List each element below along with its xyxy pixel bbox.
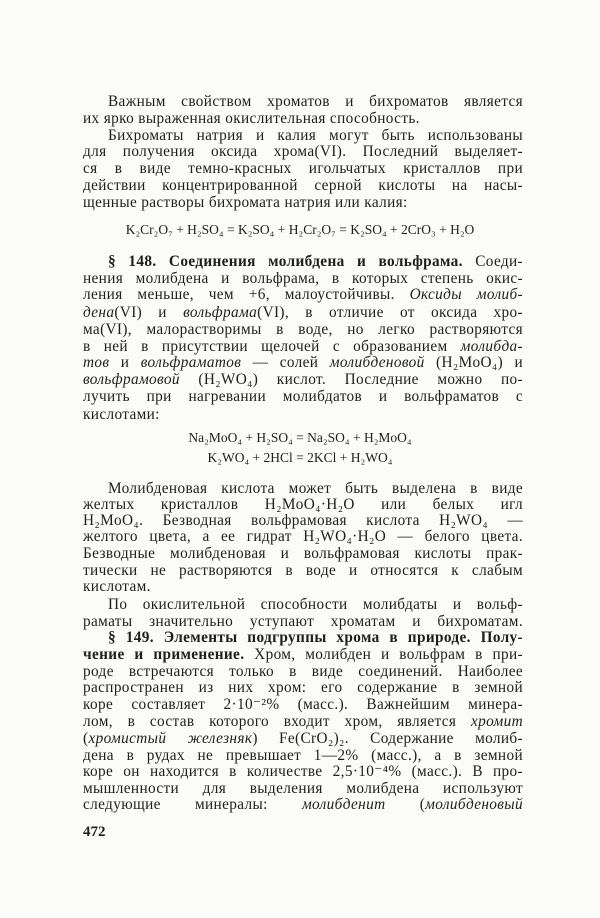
italic-term: вольфрамовой	[83, 371, 180, 388]
italic-term: хромит	[470, 713, 523, 730]
italic-term: молибденит	[301, 796, 386, 813]
text-segment: щенные растворы бихромата натрия или калия:	[83, 194, 408, 211]
text-line	[108, 596, 523, 614]
text-line	[108, 253, 523, 271]
text-segment: роде встречаются только в виде соединений. Наиболее	[83, 663, 523, 680]
text-segment: ся в виде темно-красных игольчатых кристаллов при	[83, 160, 523, 177]
text-line	[83, 545, 523, 563]
section-heading: § 149. Элементы подгруппы хрома в природе. Полу-	[108, 629, 523, 646]
text-segment: для получения оксида хрома(VI). Последний выделяет-	[83, 143, 523, 160]
text-line	[83, 354, 523, 372]
page-number: 472	[83, 824, 106, 840]
text-segment: Безводные молибденовая и вольфрамовая кислоты прак-	[83, 545, 523, 562]
text-line	[83, 696, 523, 714]
text-line	[83, 528, 523, 546]
italic-term: вольфраматов	[140, 354, 242, 371]
italic-term: Оксиды молиб-	[409, 286, 523, 303]
section-heading: чение и применение.	[83, 646, 245, 663]
chemical-equation	[60, 449, 540, 467]
text-line	[83, 730, 523, 748]
text-segment: в ней в присутствии щелочей с образованием	[83, 338, 461, 355]
text-segment: (	[385, 796, 426, 813]
text-line	[83, 713, 523, 731]
text-segment: лучить при нагревании молибдатов и вольфраматов с	[83, 388, 523, 405]
text-line	[83, 371, 523, 389]
text-segment: (	[83, 730, 89, 747]
text-segment: ма(VI), малорастворимы в воде, но легко растворяются	[83, 321, 523, 338]
text-segment: (VI) и	[114, 304, 184, 321]
text-line	[83, 177, 523, 195]
text-line	[83, 646, 523, 664]
text-line	[108, 629, 523, 647]
text-line	[83, 160, 523, 178]
text-segment: K₂Cr₂O₇ + H₂SO₄ = K₂SO₄ + H₂Cr₂O₇ = K₂SO₄ + 2CrO₃ + H₂O	[125, 222, 475, 237]
text-line	[83, 406, 523, 424]
text-segment: Соеди-	[462, 253, 523, 270]
text-segment: (H₂MoO₄) и	[424, 354, 524, 371]
text-line	[83, 578, 523, 596]
text-line	[83, 796, 523, 814]
text-segment: мышленности для выделения молибдена используют	[83, 780, 523, 797]
italic-term: дена	[83, 304, 115, 321]
text-line	[83, 321, 523, 339]
section-heading: § 148. Соединения молибдена и вольфрама.	[108, 253, 463, 270]
text-segment: — солей	[241, 354, 330, 371]
italic-term: молибда-	[460, 338, 523, 355]
italic-term: молибденовой	[329, 354, 425, 371]
text-segment: лом, в состав которого входит хром, является	[83, 713, 471, 730]
text-line	[83, 679, 523, 697]
text-segment: (H₂WO₄) кислот. Последние можно по-	[179, 371, 523, 388]
italic-term: хромистый железняк	[88, 730, 253, 747]
text-segment: желтых кристаллов H₂MoO₄·H₂O или белых игл	[83, 496, 523, 513]
text-segment: H₂MoO₄. Безводная вольфрамовая кислота H₂WO₄ —	[83, 512, 523, 529]
italic-term: вольфрама	[183, 304, 258, 321]
text-segment: Бихроматы натрия и калия могут быть использованы	[108, 127, 523, 144]
text-segment: коре он находится в количестве 2,5·10⁻⁴% (масс.). В про-	[83, 763, 523, 780]
text-segment: Молибденовая кислота может быть выделена в виде	[108, 480, 523, 497]
text-segment: кислотам.	[83, 578, 151, 595]
text-segment: По окислительной способности молибдаты и вольф-	[108, 596, 523, 613]
text-segment: Хром, молибден и вольфрам в при-	[244, 646, 523, 663]
text-segment: следующие минералы:	[83, 796, 302, 813]
text-segment: действии концентрированной серной кислоты на насы-	[83, 177, 523, 194]
text-segment: их ярко выраженная окислительная способность.	[83, 110, 420, 127]
text-segment: нения молибдена и вольфрама, в которых степень окис-	[83, 270, 523, 287]
text-line	[83, 194, 523, 212]
text-segment: K₂WO₄ + 2HCl = 2KCl + H₂WO₄	[207, 450, 393, 465]
text-line	[83, 304, 523, 322]
text-line	[108, 93, 523, 111]
text-line	[83, 763, 523, 781]
text-segment: раматы значительно уступают хроматам и бихроматам.	[83, 613, 523, 630]
chemical-equation	[60, 429, 540, 447]
text-segment: распространен из них хром: его содержание в земной	[83, 679, 523, 696]
text-segment: Na₂MoO₄ + H₂SO₄ = Na₂SO₄ + H₂MoO₄	[188, 430, 412, 445]
italic-term: тов	[83, 354, 110, 371]
text-segment: тически не растворяются в воде и относятся к слабым	[83, 562, 523, 579]
text-segment: и	[109, 354, 141, 371]
text-line	[83, 286, 523, 304]
text-line	[83, 110, 523, 128]
text-line	[83, 388, 523, 406]
text-segment: дена в рудах не превышает 1—2% (масс.), а в земной	[83, 747, 523, 764]
text-segment: желтого цвета, а ее гидрат H₂WO₄·H₂O — белого цвета.	[83, 528, 523, 545]
text-segment: кислотами:	[83, 406, 160, 423]
text-segment: ) Fe(CrO₂)₂. Содержание молиб-	[252, 730, 523, 747]
chemical-equation	[60, 221, 540, 239]
text-line	[83, 143, 523, 161]
text-segment: Важным свойством хроматов и бихроматов является	[108, 93, 523, 110]
text-segment: (VI), в отличие от оксида хро-	[257, 304, 523, 321]
text-segment: ления меньше, чем +6, малоустойчивы.	[83, 286, 410, 303]
text-segment: коре составляет 2·10⁻²% (масс.). Важнейшим минера-	[83, 696, 523, 713]
italic-term: молибденовый	[425, 796, 523, 813]
